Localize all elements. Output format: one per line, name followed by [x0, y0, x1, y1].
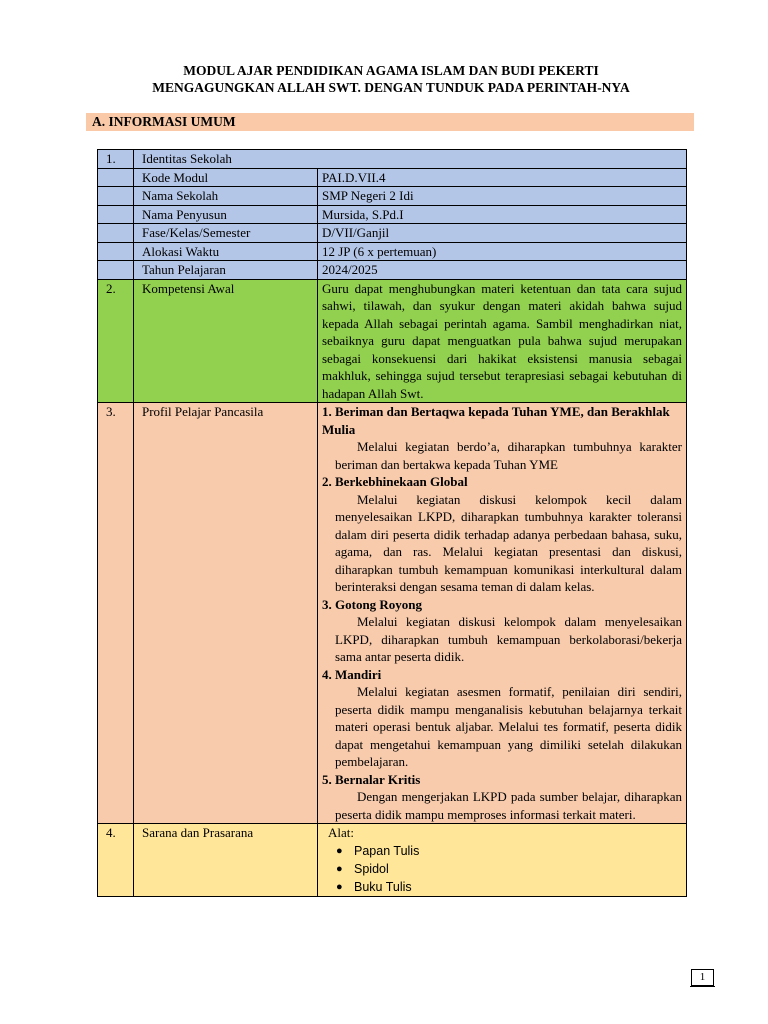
row-label: Tahun Pelajaran [134, 261, 318, 280]
table-row-profil-pelajar [98, 403, 687, 824]
bullet-icon: ● [336, 844, 343, 857]
table-row [98, 224, 687, 243]
page-number: 1 [691, 969, 714, 986]
row-label: Kode Modul [134, 168, 318, 187]
table-row [98, 187, 687, 206]
alat-label: Alat: [328, 825, 354, 840]
row-label: Sarana dan Prasarana [134, 824, 318, 897]
bullet-icon: ● [336, 862, 343, 875]
table-row [98, 242, 687, 261]
profil-item-heading: 3. Gotong Royong [322, 596, 423, 612]
row-number: 1. [98, 150, 134, 169]
table-row [98, 168, 687, 187]
row-value: PAI.D.VII.4 [318, 168, 687, 187]
profil-item-text: Melalui kegiatan diskusi kelompok kecil dalam menyelesaikan LKPD, diharapkan tumbuhnya karakter toleransi dalam diri peserta didik terhadap adanya perbedaan bahasa, suku, agama, dan ras. Melalui kegiatan presentasi dan diskusi, diharapkan tumbuh kemampuan komunikasi interkultural dalam berinteraksi dengan sesama teman di dalam kelas. [335, 491, 682, 594]
row-label: Profil Pelajar Pancasila [134, 403, 318, 824]
sarana-content [318, 824, 687, 897]
profil-content [318, 403, 687, 824]
list-item [336, 842, 682, 860]
informasi-umum-table [97, 149, 687, 897]
profil-item-text: Melalui kegiatan diskusi kelompok dalam menyelesaikan LKPD, diharapkan tumbuh kemampuan berkolaborasi/bekerja sama antar peserta didik. [335, 614, 682, 664]
document-title-line-2: MENGAGUNGKAN ALLAH SWT. DENGAN TUNDUK PADA PERINTAH-NYA [152, 80, 630, 95]
row-number: 2. [98, 279, 134, 403]
kompetensi-awal-text: Guru dapat menghubungkan materi ketentuan dan tata cara sujud sahwi, tilawah, dan syukur dengan materi akidah bahwa sujud kepada Allah sebagai perintah agama. Sambil menghadirkan niat, sebaiknya guru dapat menguatkan pula bahwa sujud merupakan sebagai konsekuensi dari hakikat eksistensi manusia sebagai makhluk, sehingga sujud tersebut terapresiasi sebagai kebutuhan di hadapan Allah Swt. [318, 279, 687, 403]
profil-item-text: Melalui kegiatan berdo’a, diharapkan tumbuhnya karakter beriman dan bertakwa kepada Tuhan YME [335, 439, 682, 472]
profil-item-text: Melalui kegiatan asesmen formatif, penilaian diri sendiri, peserta didik mampu menganalisis kebutuhan belajarnya terkait materi operasi bentuk aljabar. Melalui tes formatif, peserta didik dapat mengetahui kemampuan yang dimiliki setelah dilakukan pembelajaran. [335, 684, 682, 769]
table-row [98, 261, 687, 280]
tool-label: Papan Tulis [354, 843, 420, 858]
bullet-icon: ● [336, 880, 343, 893]
tool-label: Buku Tulis [354, 879, 412, 894]
row-value: 2024/2025 [318, 261, 687, 280]
table-row-kompetensi-awal [98, 279, 687, 403]
identitas-heading: Identitas Sekolah [134, 150, 687, 169]
row-number: 4. [98, 824, 134, 897]
profil-item-heading: 5. Bernalar Kritis [322, 771, 421, 787]
row-value: 12 JP (6 x pertemuan) [318, 242, 687, 261]
row-value: SMP Negeri 2 Idi [318, 187, 687, 206]
profil-item-heading: 4. Mandiri [322, 666, 382, 682]
document-title-line-1: MODUL AJAR PENDIDIKAN AGAMA ISLAM DAN BUDI PEKERTI [183, 63, 599, 78]
row-number: 3. [98, 403, 134, 824]
row-label: Alokasi Waktu [134, 242, 318, 261]
table-row [98, 205, 687, 224]
row-label: Nama Sekolah [134, 187, 318, 206]
row-label: Kompetensi Awal [134, 279, 318, 403]
row-value: Mursida, S.Pd.I [318, 205, 687, 224]
list-item [336, 860, 682, 878]
list-item [336, 878, 682, 896]
table-row-sarana [98, 824, 687, 897]
table-row-identitas [98, 150, 687, 169]
profil-item-heading: 2. Berkebhinekaan Global [322, 474, 468, 489]
profil-item-heading: 1. Beriman dan Bertaqwa kepada Tuhan YME, dan Berakhlak Mulia [322, 404, 670, 437]
section-heading-informasi-umum: A. INFORMASI UMUM [86, 113, 694, 131]
row-label: Nama Penyusun [134, 205, 318, 224]
tool-label: Spidol [354, 861, 389, 876]
tools-list [322, 842, 682, 896]
row-label: Fase/Kelas/Semester [134, 224, 318, 243]
row-value: D/VII/Ganjil [318, 224, 687, 243]
profil-item-text: Dengan mengerjakan LKPD pada sumber belajar, diharapkan peserta didik mampu memproses informasi terkait materi. [335, 789, 682, 822]
